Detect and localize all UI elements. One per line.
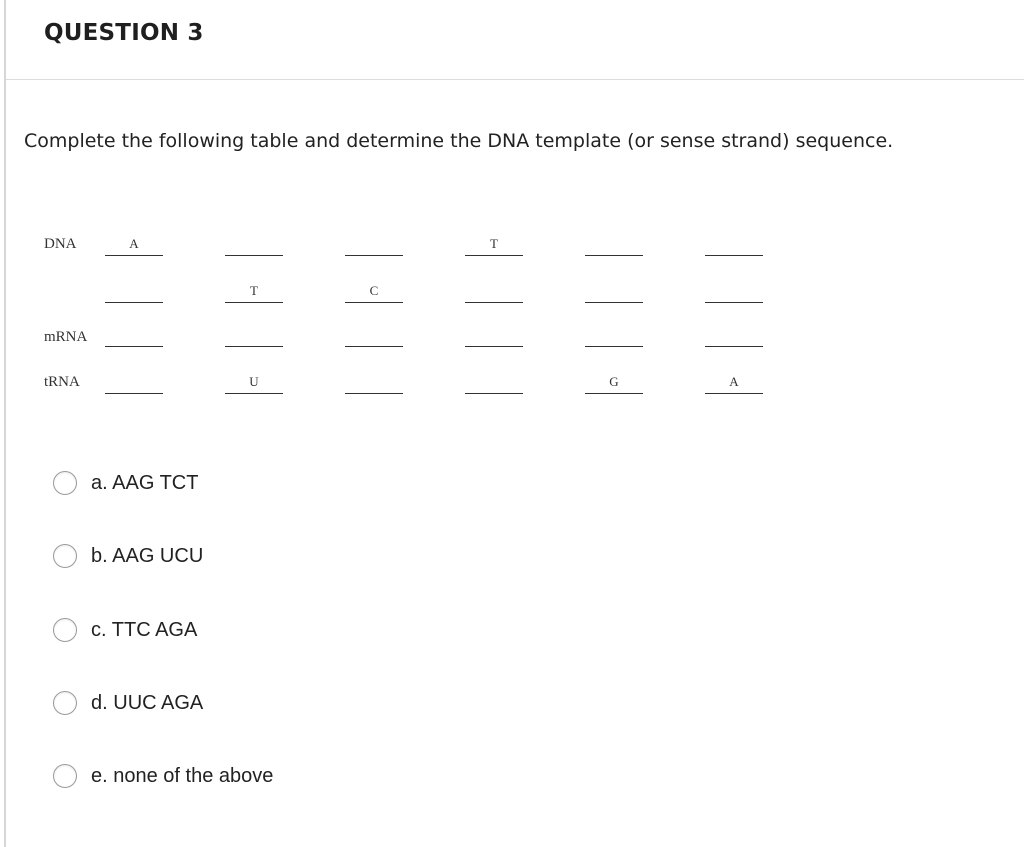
trna-cell bbox=[465, 373, 523, 394]
complement-cell bbox=[105, 282, 163, 303]
option-label: c. TTC AGA bbox=[91, 618, 198, 641]
radio-button[interactable] bbox=[53, 764, 77, 788]
mrna-cell bbox=[105, 326, 163, 347]
option-label: a. AAG TCT bbox=[91, 471, 199, 494]
mrna-label: mRNA bbox=[44, 329, 88, 345]
option-b[interactable] bbox=[53, 541, 203, 571]
option-d[interactable] bbox=[53, 688, 203, 718]
option-label: d. UUC AGA bbox=[91, 691, 204, 714]
trna-cell: A bbox=[705, 373, 763, 394]
trna-cell: G bbox=[585, 373, 643, 394]
divider bbox=[6, 79, 1024, 80]
radio-button[interactable] bbox=[53, 618, 77, 642]
dna-cell bbox=[225, 235, 283, 256]
trna-cell bbox=[345, 373, 403, 394]
radio-button[interactable] bbox=[53, 471, 77, 495]
dna-label: DNA bbox=[44, 236, 77, 252]
dna-cell: A bbox=[105, 235, 163, 256]
radio-button[interactable] bbox=[53, 691, 77, 715]
option-label: e. none of the above bbox=[91, 764, 274, 787]
left-border bbox=[4, 0, 6, 847]
trna-cell bbox=[105, 373, 163, 394]
question-text: Complete the following table and determine the DNA template (or sense strand) sequence. bbox=[24, 130, 894, 152]
dna-cell bbox=[705, 235, 763, 256]
mrna-cell bbox=[225, 326, 283, 347]
mrna-cell bbox=[465, 326, 523, 347]
mrna-cell bbox=[585, 326, 643, 347]
option-label: b. AAG UCU bbox=[91, 544, 204, 567]
option-e[interactable] bbox=[53, 761, 273, 791]
complement-cell bbox=[705, 282, 763, 303]
radio-button[interactable] bbox=[53, 544, 77, 568]
complement-cell bbox=[585, 282, 643, 303]
mrna-cell bbox=[345, 326, 403, 347]
complement-cell: T bbox=[225, 282, 283, 303]
mrna-cell bbox=[705, 326, 763, 347]
dna-cell bbox=[345, 235, 403, 256]
complement-cell: C bbox=[345, 282, 403, 303]
option-c[interactable] bbox=[53, 615, 197, 645]
question-title: QUESTION 3 bbox=[44, 20, 204, 46]
complement-cell bbox=[465, 282, 523, 303]
dna-cell bbox=[585, 235, 643, 256]
dna-cell: T bbox=[465, 235, 523, 256]
trna-label: tRNA bbox=[44, 374, 80, 390]
trna-cell: U bbox=[225, 373, 283, 394]
option-a[interactable] bbox=[53, 468, 198, 498]
